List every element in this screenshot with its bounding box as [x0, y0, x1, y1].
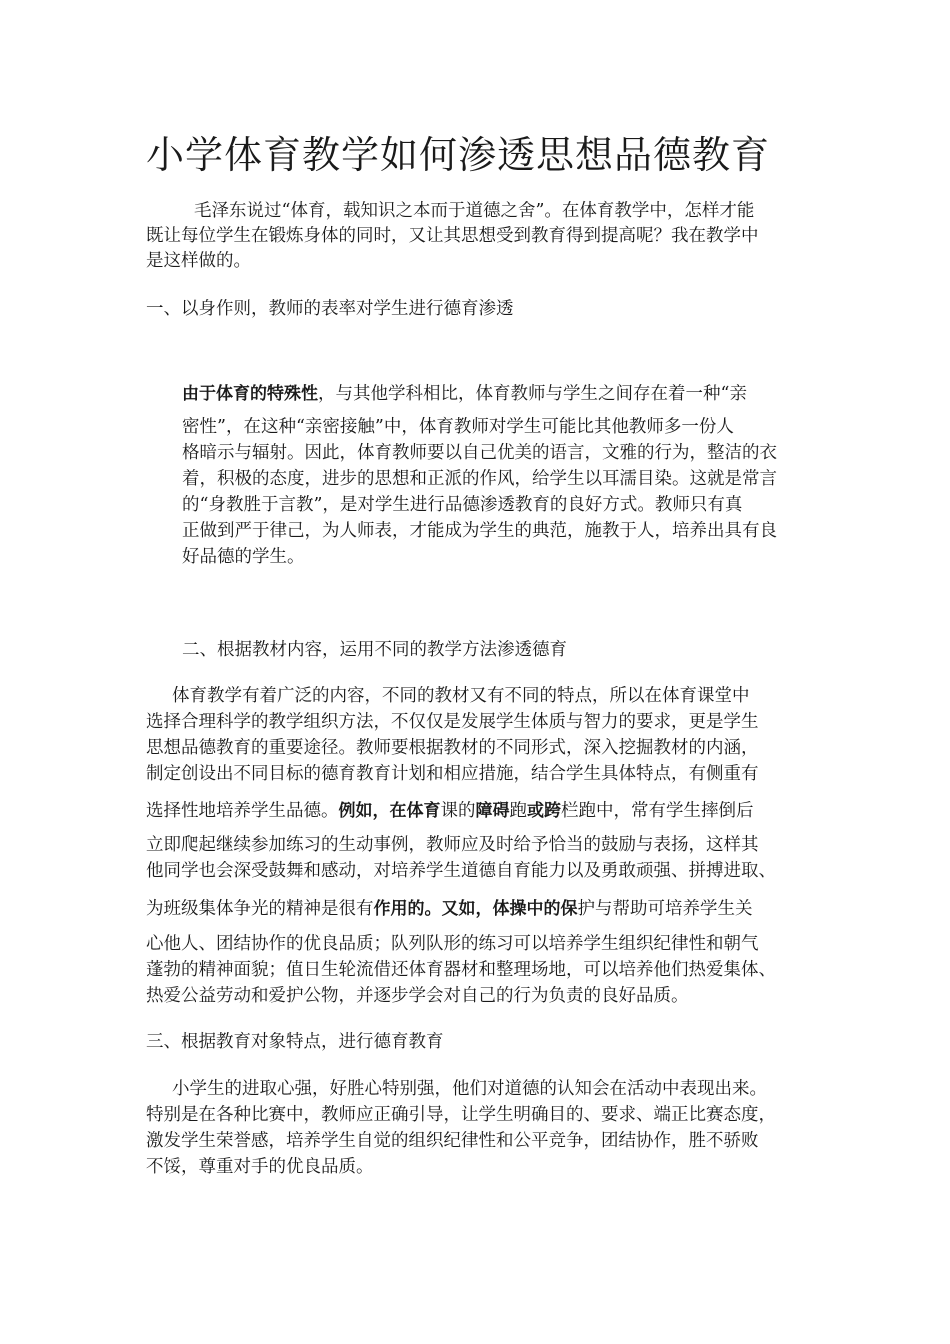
paragraph-line: 体育教学有着广泛的内容，不同的教材又有不同的特点，所以在体育课堂中 [172, 686, 750, 706]
paragraph-line [146, 896, 753, 922]
bold-phrase: 作用的。又如，体操中的保 [373, 899, 578, 919]
paragraph-line: 的“身教胜于言教”，是对学生进行品德渗透教育的良好方式。教师只有真 [182, 495, 743, 515]
paragraph-line [182, 381, 747, 407]
intro-line: 毛泽东说过“体育，载知识之本而于道德之舍”。在体育教学中，怎样才能 [194, 201, 755, 221]
paragraph-line [146, 798, 754, 824]
bold-phrase: 由于体育的特殊性 [182, 384, 318, 404]
paragraph-line: 心他人、团结协作的优良品质；队列队形的练习可以培养学生组织纪律性和朝气 [146, 934, 759, 954]
text-span: 课的 [440, 801, 476, 821]
text-span: 为班级集体争光的精神是很有 [146, 899, 374, 919]
bold-phrase: 障碍 [475, 801, 510, 821]
paragraph-line: 格暗示与辐射。因此，体育教师要以自己优美的语言，文雅的行为，整洁的衣 [182, 443, 777, 463]
text-span: 栏跑中，常有学生摔倒后 [561, 801, 754, 821]
paragraph-line: 密性”，在这种“亲密接触”中，体育教师对学生可能比其他教师多一份人 [182, 417, 734, 437]
bold-phrase: 例如，在体育 [338, 801, 441, 821]
text-span: 护与帮助可培养学生关 [577, 899, 753, 919]
paragraph-line: 正做到严于律己，为人师表，才能成为学生的典范，施教于人，培养出具有良 [182, 521, 777, 541]
paragraph-line: 蓬勃的精神面貌；值日生轮流借还体育器材和整理场地，可以培养他们热爱集体、 [146, 960, 776, 980]
text-span: 跑 [509, 801, 527, 821]
text-span: 选择性地培养学生品德。 [146, 801, 339, 821]
paragraph-line: 特别是在各种比赛中，教师应正确引导，让学生明确目的、要求、端正比赛态度， [146, 1105, 776, 1125]
paragraph-line: 不馁，尊重对手的优良品质。 [146, 1157, 374, 1177]
paragraph-line: 热爱公益劳动和爱护公物，并逐步学会对自己的行为负责的良好品质。 [146, 986, 689, 1006]
paragraph-line: 小学生的进取心强，好胜心特别强，他们对道德的认知会在活动中表现出来。 [172, 1079, 767, 1099]
paragraph-line: 着，积极的态度，进步的思想和正派的作风，给学生以耳濡目染。这就是常言 [182, 469, 777, 489]
paragraph-line: 立即爬起继续参加练习的生动事例，教师应及时给予恰当的鼓励与表扬，这样其 [146, 835, 759, 855]
paragraph-line: 激发学生荣誉感，培养学生自觉的组织纪律性和公平竞争，团结协作，胜不骄败 [146, 1131, 759, 1151]
section-heading: 一、以身作则，教师的表率对学生进行德育渗透 [146, 299, 514, 319]
paragraph-line: 好品德的学生。 [182, 547, 305, 567]
page-title: 小学体育教学如何渗透思想品德教育 [146, 133, 771, 177]
paragraph-line: 思想品德教育的重要途径。教师要根据教材的不同形式，深入挖掘教材的内涵， [146, 738, 759, 758]
intro-line: 既让每位学生在锻炼身体的同时，又让其思想受到教育得到提高呢？我在教学中 [146, 226, 759, 246]
paragraph-line: 制定创设出不同目标的德育教育计划和相应措施，结合学生具体特点，有侧重有 [146, 764, 759, 784]
text-span: ，与其他学科相比，体育教师与学生之间存在着一种“亲 [318, 384, 747, 404]
bold-phrase: 或跨 [527, 801, 561, 821]
section-heading: 二、根据教材内容，运用不同的教学方法渗透德育 [182, 640, 567, 660]
paragraph-line: 选择合理科学的教学组织方法，不仅仅是发展学生体质与智力的要求，更是学生 [146, 712, 759, 732]
paragraph-line: 他同学也会深受鼓舞和感动，对培养学生道德自育能力以及勇敢顽强、拼搏进取、 [146, 861, 776, 881]
section-heading: 三、根据教育对象特点，进行德育教育 [146, 1032, 444, 1052]
intro-line: 是这样做的。 [146, 251, 251, 271]
